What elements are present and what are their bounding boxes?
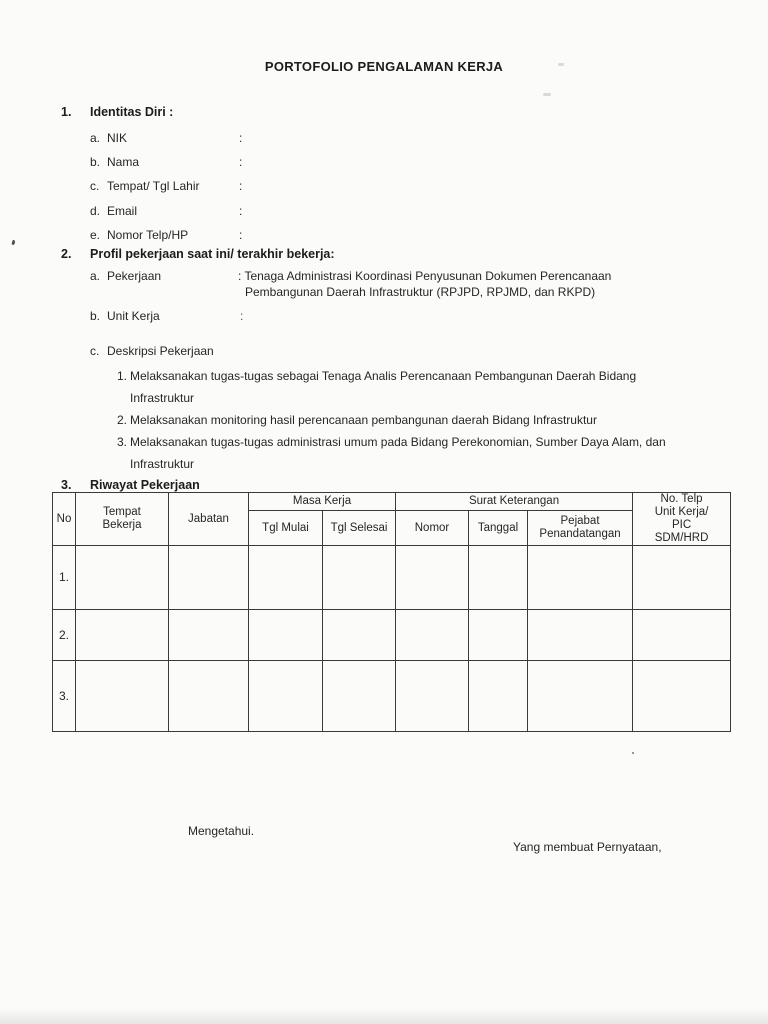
job-description-item (117, 365, 690, 409)
field-colon: : (239, 179, 243, 193)
section-identity-number: 1. (61, 105, 72, 119)
field-tempat-tgl-lahir (90, 179, 243, 193)
table-cell (528, 546, 633, 610)
table-cell (396, 610, 469, 661)
table-cell (249, 546, 323, 610)
field-label: Tempat/ Tgl Lahir (107, 179, 200, 193)
table-cell (249, 661, 323, 732)
job-description-item (117, 409, 690, 431)
header-line: Bekerja (102, 519, 142, 531)
field-label: Deskripsi Pekerjaan (107, 344, 214, 358)
section-profile-title: Profil pekerjaan saat ini/ terakhir bekerja: (90, 247, 335, 261)
table-cell (76, 546, 169, 610)
header-line: No. Telp (660, 493, 703, 505)
field-letter: e. (90, 228, 101, 242)
table-cell (469, 546, 528, 610)
table-header-tempat-bekerja (76, 493, 169, 546)
field-unit-kerja (90, 309, 244, 323)
table-row (53, 610, 731, 661)
field-label: Email (107, 204, 138, 218)
header-line: Unit Kerja/ (654, 506, 709, 518)
table-header-tgl-mulai: Tgl Mulai (249, 511, 323, 546)
section-identity-heading (61, 105, 173, 119)
field-nik (90, 131, 243, 145)
field-colon: : (240, 309, 244, 323)
item-text: Melaksanakan monitoring hasil perencanaan pembangunan daerah Bidang Infrastruktur (130, 413, 597, 427)
table-row (53, 661, 731, 732)
field-nama (90, 155, 243, 169)
table-cell (76, 610, 169, 661)
field-letter: c. (90, 179, 100, 193)
scan-speck (558, 63, 564, 66)
section-history-title: Riwayat Pekerjaan (90, 478, 200, 492)
table-header-no-telp (633, 493, 731, 546)
field-label: Pekerjaan (107, 269, 162, 283)
table-cell (469, 661, 528, 732)
field-letter: c. (90, 344, 100, 358)
field-letter: b. (90, 155, 101, 169)
item-number: 2. (117, 413, 128, 427)
table-header-pejabat (528, 511, 633, 546)
field-letter: a. (90, 269, 101, 283)
table-cell (633, 610, 731, 661)
table-cell (169, 546, 249, 610)
scan-bottom-shadow (0, 1008, 768, 1024)
page-title: PORTOFOLIO PENGALAMAN KERJA (264, 59, 504, 74)
field-letter: d. (90, 204, 101, 218)
header-line: Tempat (103, 506, 141, 518)
pekerjaan-value-line1: : Tenaga Administrasi Koordinasi Penyusunan Dokumen Perencanaan (238, 269, 612, 283)
yang-membuat-pernyataan-label: Yang membuat Pernyataan, (513, 840, 662, 854)
table-header-no: No (53, 493, 76, 546)
work-history-table (52, 492, 731, 732)
header-line: SDM/HRD (654, 532, 709, 544)
field-label: Unit Kerja (107, 309, 160, 323)
field-colon: : (239, 228, 243, 242)
table-cell (469, 610, 528, 661)
item-text: Melaksanakan tugas-tugas sebagai Tenaga Analis Perencanaan Pembangunan Daerah Bidang Infrastruktur (130, 369, 637, 405)
job-description-list (117, 365, 690, 475)
row-number-cell: 2. (53, 610, 76, 661)
table-header-tgl-selesai: Tgl Selesai (323, 511, 396, 546)
table-cell (323, 546, 396, 610)
table-cell (323, 661, 396, 732)
table-cell (633, 546, 731, 610)
section-profile-heading (61, 247, 335, 261)
item-number: 3. (117, 435, 128, 449)
field-pekerjaan (90, 269, 161, 283)
job-description-item (117, 431, 690, 475)
pekerjaan-value-line2: Pembangunan Daerah Infrastruktur (RPJPD, RPJMD, dan RKPD) (245, 285, 596, 299)
table-cell (169, 661, 249, 732)
scan-speck (543, 93, 551, 96)
field-colon: : (239, 204, 243, 218)
header-line: PIC (671, 519, 692, 531)
table-cell (633, 661, 731, 732)
table-cell (528, 610, 633, 661)
table-cell (323, 610, 396, 661)
table-cell (249, 610, 323, 661)
field-colon: : (239, 155, 243, 169)
field-label: NIK (107, 131, 128, 145)
table-group-masa-kerja: Masa Kerja (249, 493, 396, 511)
row-number-cell: 3. (53, 661, 76, 732)
field-nomor-telp (90, 228, 243, 242)
mengetahui-label: Mengetahui. (188, 824, 255, 838)
section-profile-number: 2. (61, 247, 72, 261)
table-cell (396, 546, 469, 610)
field-deskripsi-pekerjaan (90, 344, 214, 358)
table-group-surat-keterangan: Surat Keterangan (396, 493, 633, 511)
table-header-jabatan: Jabatan (169, 493, 249, 546)
section-history-number: 3. (61, 478, 72, 492)
table-header-tanggal: Tanggal (469, 511, 528, 546)
header-line: Pejabat (560, 515, 600, 527)
section-history-heading (61, 478, 200, 492)
field-colon: : (239, 131, 243, 145)
table-row (53, 546, 731, 610)
table-cell (396, 661, 469, 732)
row-number-cell: 1. (53, 546, 76, 610)
scan-speck (11, 240, 15, 246)
table-cell (169, 610, 249, 661)
section-identity-title: Identitas Diri : (90, 105, 174, 119)
table-header-nomor: Nomor (396, 511, 469, 546)
field-email (90, 204, 243, 218)
field-label: Nomor Telp/HP (107, 228, 189, 242)
field-label: Nama (107, 155, 140, 169)
header-line: Penandatangan (539, 528, 621, 540)
field-letter: b. (90, 309, 101, 323)
table-cell (528, 661, 633, 732)
item-number: 1. (117, 369, 128, 383)
field-letter: a. (90, 131, 101, 145)
scan-speck (632, 752, 634, 754)
table-cell (76, 661, 169, 732)
item-text: Melaksanakan tugas-tugas administrasi umum pada Bidang Perekonomian, Sumber Daya Alam, dan Infrastruktur (130, 435, 666, 471)
